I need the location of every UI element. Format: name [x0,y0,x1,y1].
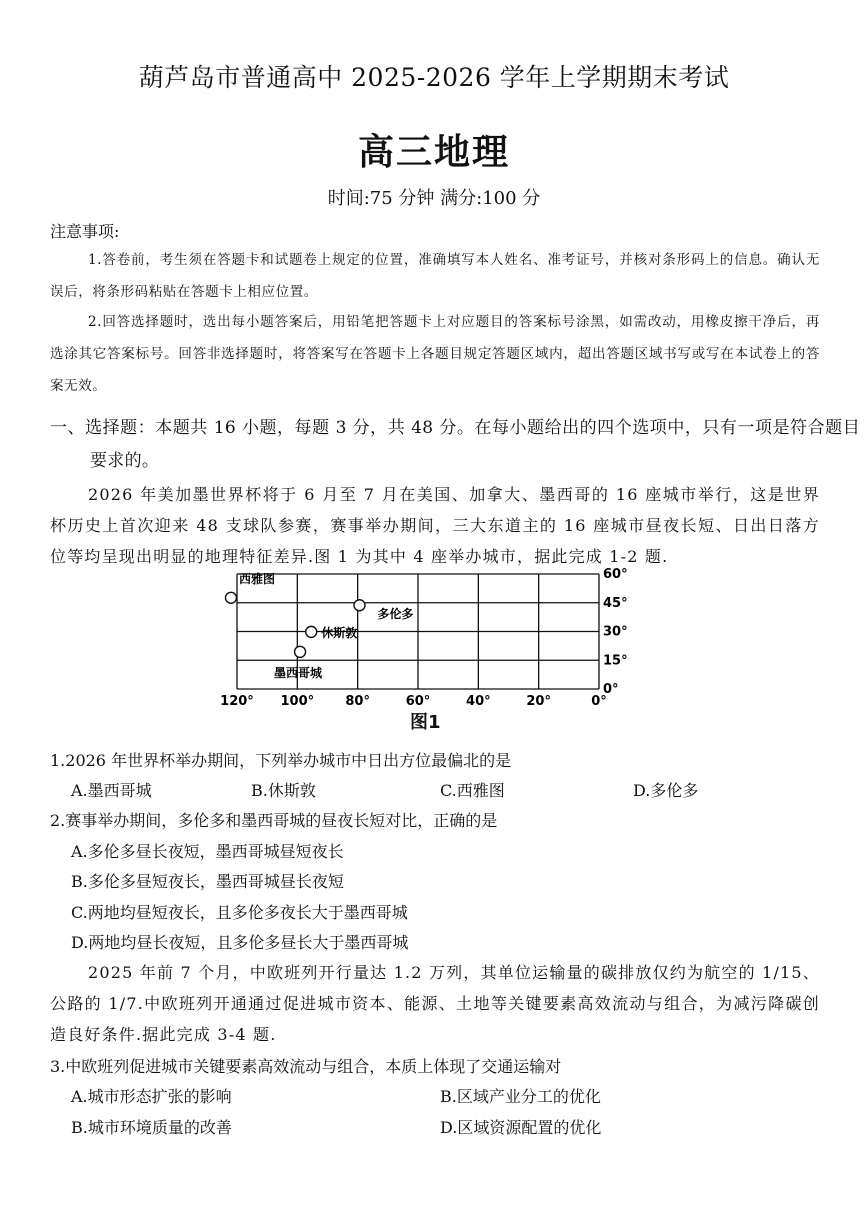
latitude-label: 45° [603,595,628,611]
city-label: 多伦多 [377,607,414,622]
q2-option-a: A.多伦多昼长夜短，墨西哥城昼短夜长 [71,842,344,861]
notice-item: 1.答卷前，考生须在答题卡和试题卷上规定的位置，准确填写本人姓名、准考证号，并核对条形码上的信息。确认无误后，将条形码粘贴在答题卡上相应位置。 [50,252,820,300]
latitude-label: 15° [603,653,628,669]
city-marker [295,646,306,657]
subject-title: 高三地理 [357,132,510,173]
q2-option-c: C.两地均昼短夜长，且多伦多夜长大于墨西哥城 [71,903,408,922]
q3-option-a: A.城市形态扩张的影响 [71,1087,232,1106]
q3-option-b: B.区域产业分工的优化 [440,1087,601,1106]
q2-option-d: D.两地均昼长夜短，且多伦多昼长大于墨西哥城 [71,933,409,952]
longitude-label: 100° [280,694,315,709]
city-label: 休斯敦 [321,625,358,640]
exam-time: 时间:75 分钟 满分:100 分 [327,188,541,209]
figure-caption: 图1 [410,712,441,733]
notice-item: 2.回答选择题时，选出每小题答案后，用铅笔把答题卡上对应题目的答案标号涂黑，如需改动，用橡皮擦干净后，再选涂其它答案标号。回答非选择题时，将答案写在答题卡上各题目规定答题区域内，超出答题区域书写或写在本试卷上的答案无效。 [50,314,820,394]
city-markers [225,571,413,680]
q1-option-d: D.多伦多 [633,781,699,800]
q1-option-c: C.西雅图 [440,781,505,800]
city-marker [225,592,236,603]
longitude-label: 40° [466,694,491,709]
exam-title: 葫芦岛市普通高中 2025-2026 学年上学期期末考试 [138,63,730,92]
passage: 2026 年美加墨世界杯将于 6 月至 7 月在美国、加拿大、墨西哥的 16 座城市举行，这是世界杯历史上首次迎来 48 支球队参赛，赛事举办期间，三大东道主的 16 座城市昼夜长短、日出日落方位等均呈现出明显的地理特征差异.图 1 为其中 4 座举办城市，据此完成 1-2 题. [50,485,820,566]
longitude-label: 0° [591,694,607,709]
city-marker [306,626,317,637]
question-2-stem: 2.赛事举办期间，多伦多和墨西哥城的昼夜长短对比，正确的是 [50,811,498,830]
q2-option-b: B.多伦多昼短夜长，墨西哥城昼长夜短 [71,872,344,891]
figure-1-map [205,566,665,711]
city-marker [354,600,365,611]
longitude-labels [220,694,607,709]
longitude-label: 80° [345,694,370,709]
question-3-stem: 3.中欧班列促进城市关键要素高效流动与组合，本质上体现了交通运输对 [50,1057,562,1076]
q1-option-a: A.墨西哥城 [71,781,152,800]
latitude-label: 0° [603,682,619,697]
longitude-label: 120° [220,694,254,709]
passage: 2025 年前 7 个月，中欧班列开行量达 1.2 万列，其单位运输量的碳排放仅约为航空的 1/15、公路的 1/7.中欧班列开通通过促进城市资本、能源、土地等关键要素高效流动与组合，为减污降碳创造良好条件.据此完成 3-4 题. [50,963,820,1044]
question-1-stem: 1.2026 年世界杯举办期间，下列举办城市中日出方位最偏北的是 [50,751,512,770]
latitude-labels [603,567,628,697]
longitude-label: 20° [526,694,551,709]
city-label: 西雅图 [239,572,276,586]
city-label: 墨西哥城 [274,665,323,680]
section-heading: 一、选择题：本题共 16 小题，每题 3 分，共 48 分。在每小题给出的四个选项中，只有一项是符合题目要求的。 [50,418,860,471]
q3-option-c: B.城市环境质量的改善 [71,1118,232,1137]
longitude-label: 60° [405,694,431,709]
latitude-label: 30° [603,624,628,640]
latitude-label: 60° [603,567,628,582]
q1-option-b: B.休斯敦 [251,781,316,800]
notice-heading: 注意事项: [50,222,120,241]
q3-option-d: D.区域资源配置的优化 [440,1118,602,1137]
